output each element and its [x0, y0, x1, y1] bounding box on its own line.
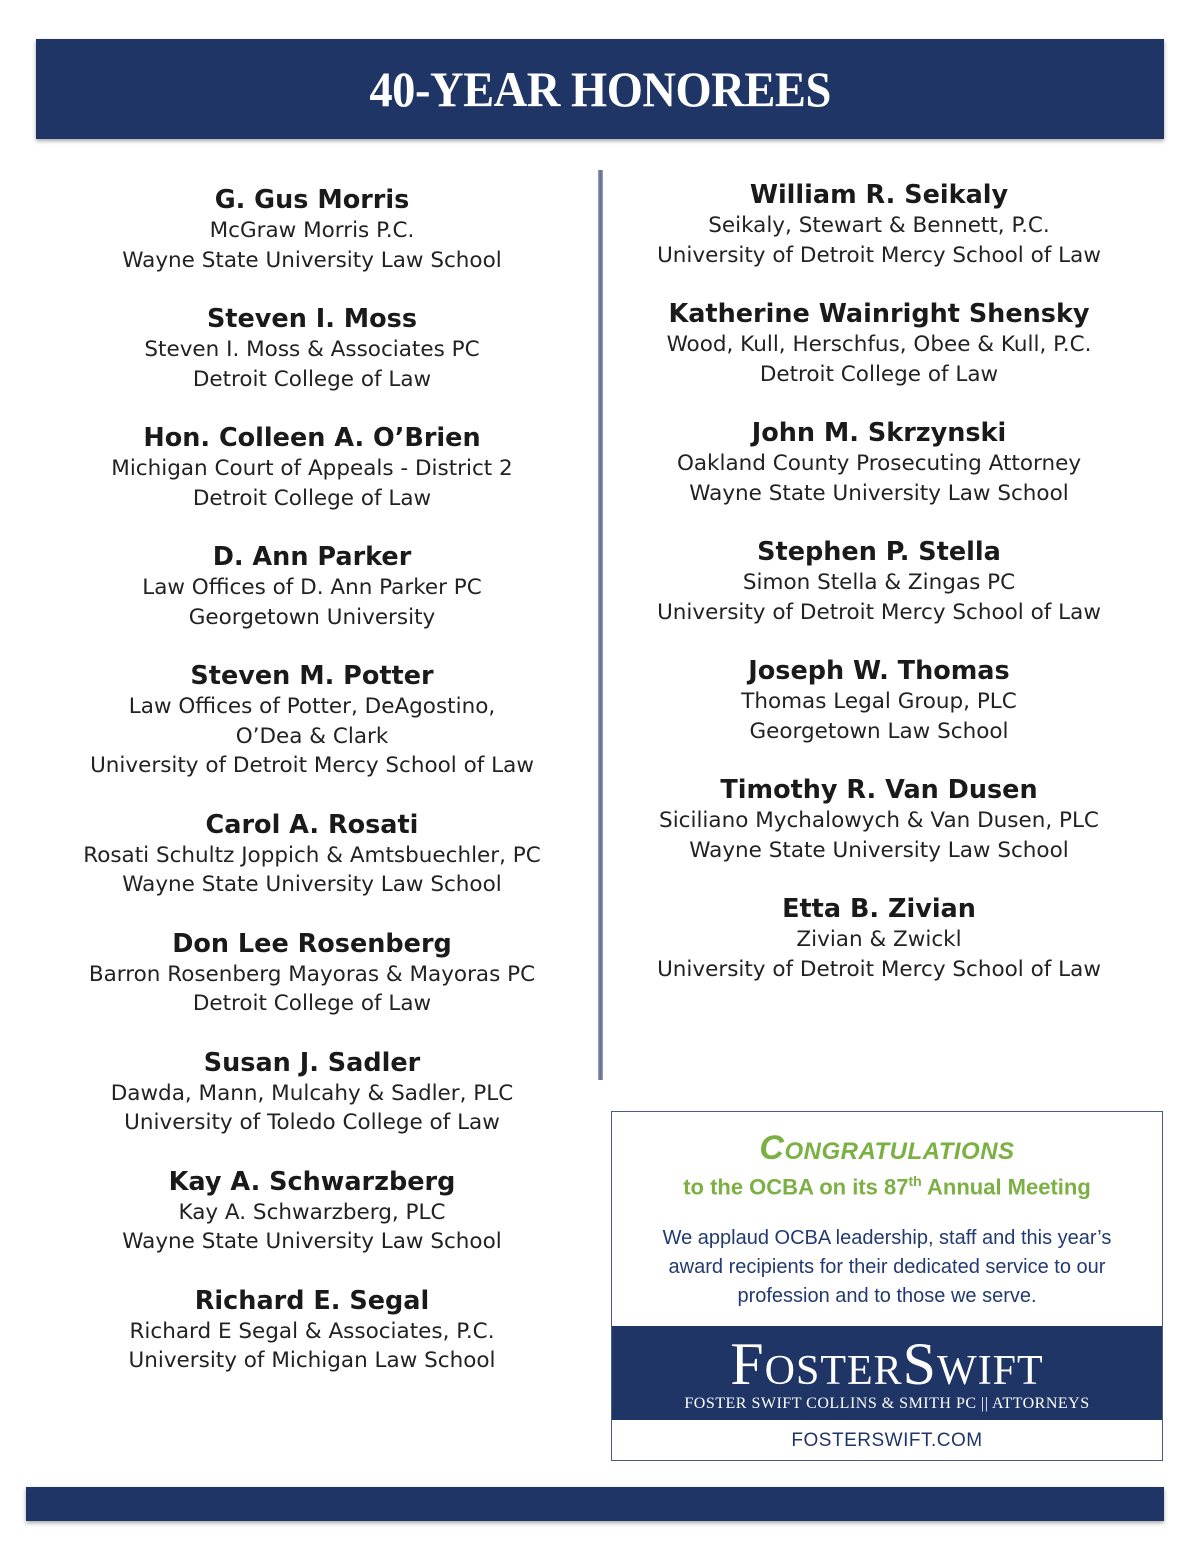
honoree-entry — [629, 537, 1129, 627]
honoree-school: Wayne State University Law School — [122, 1229, 502, 1254]
honoree-name: Kay A. Schwarzberg — [168, 1166, 456, 1197]
page-title: 40-YEAR HONOREES — [369, 61, 831, 117]
honorees-left-column — [62, 185, 562, 1405]
honoree-affiliation: Rosati Schultz Joppich & Amtsbuechler, PC — [83, 842, 541, 868]
honoree-affiliation: Seikaly, Stewart & Bennett, P.C. — [708, 213, 1050, 238]
honoree-entry — [62, 1286, 562, 1376]
honoree-school: Detroit College of Law — [192, 366, 432, 392]
ad-website-link[interactable]: FOSTERSWIFT.COM — [791, 1430, 983, 1451]
honoree-affiliation: Thomas Legal Group, PLC — [741, 689, 1017, 714]
honoree-entry — [62, 929, 562, 1019]
honoree-school: University of Michigan Law School — [128, 1348, 496, 1373]
honoree-school: Wayne State University Law School — [689, 837, 1069, 863]
honoree-affiliation: Barron Rosenberg Mayoras & Mayoras PC — [88, 961, 536, 987]
honoree-entry — [62, 542, 562, 632]
honoree-affiliation: Wood, Kull, Herschfus, Obee & Kull, P.C. — [666, 332, 1092, 357]
honoree-school: Georgetown Law School — [749, 718, 1009, 744]
honoree-name: Hon. Colleen A. O’Brien — [143, 423, 481, 453]
honoree-entry — [62, 423, 562, 513]
honoree-entry — [62, 661, 562, 781]
ad-body-line: award recipients for their dedicated service to our — [668, 1256, 1106, 1279]
honoree-name: Stephen P. Stella — [757, 537, 1001, 567]
honoree-school: Wayne State University Law School — [689, 480, 1069, 506]
ad-sub-sup: th — [908, 1173, 922, 1189]
honoree-name: Steven I. Moss — [206, 304, 418, 334]
honoree-name: Katherine Wainright Shensky — [668, 299, 1090, 329]
honoree-school: University of Detroit Mercy School of Law — [657, 242, 1101, 268]
fosterswift-logo: FosterSwift — [730, 1331, 1044, 1397]
ad-subheadline — [612, 1166, 1162, 1202]
honoree-name: D. Ann Parker — [212, 542, 412, 572]
honoree-entry — [62, 1048, 562, 1138]
honoree-entry — [629, 299, 1129, 389]
honoree-entry — [629, 656, 1129, 746]
honoree-affiliation: Law Offices of Potter, DeAgostino, — [128, 694, 496, 719]
honoree-affiliation: McGraw Morris P.C. — [209, 218, 415, 243]
honoree-name: William R. Seikaly — [749, 180, 1009, 210]
honoree-school: University of Detroit Mercy School of Law — [657, 956, 1101, 982]
honoree-school: University of Detroit Mercy School of Law — [90, 753, 534, 778]
honoree-affiliation: Dawda, Mann, Mulcahy & Sadler, PLC — [110, 1080, 514, 1106]
honoree-entry — [62, 304, 562, 394]
honoree-affiliation: Michigan Court of Appeals - District 2 — [111, 456, 513, 481]
honoree-entry — [629, 894, 1129, 984]
honoree-school: Wayne State University Law School — [122, 872, 502, 897]
honoree-name: G. Gus Morris — [214, 185, 410, 215]
honoree-affiliation: Steven I. Moss & Associates PC — [144, 337, 480, 362]
honoree-entry — [629, 180, 1129, 270]
header-banner — [36, 39, 1164, 139]
honoree-school: Detroit College of Law — [192, 991, 432, 1016]
honoree-entry — [62, 185, 562, 275]
fosterswift-tagline: FOSTER SWIFT COLLINS & SMITH PC || ATTORNEYS — [684, 1395, 1090, 1412]
honoree-entry — [62, 810, 562, 900]
honoree-school: University of Toledo College of Law — [124, 1110, 500, 1135]
honoree-school: Detroit College of Law — [759, 361, 999, 387]
honoree-affiliation: Richard E Segal & Associates, P.C. — [129, 1318, 495, 1344]
footer-bar — [26, 1487, 1164, 1521]
ad-body — [612, 1224, 1162, 1311]
honoree-name: Etta B. Zivian — [782, 894, 976, 924]
honoree-entry — [629, 775, 1129, 865]
honoree-school: University of Detroit Mercy School of Law — [657, 599, 1101, 625]
ad-sub-after: Annual Meeting — [921, 1174, 1091, 1200]
ad-body-line: We applaud OCBA leadership, staff and this year’s — [662, 1227, 1112, 1250]
ad-body-line: profession and to those we serve. — [737, 1285, 1037, 1308]
honoree-affiliation: Oakland County Prosecuting Attorney — [676, 451, 1082, 476]
honoree-affiliation: O’Dea & Clark — [235, 723, 389, 749]
ad-sub-before: to the OCBA on its 87 — [683, 1174, 909, 1200]
honoree-entry — [62, 1167, 562, 1257]
fosterswift-advertisement — [611, 1111, 1163, 1461]
honoree-affiliation: Zivian & Zwickl — [796, 927, 962, 952]
honoree-name: John M. Skrzynski — [751, 418, 1007, 448]
honoree-affiliation: Kay A. Schwarzberg, PLC — [178, 1199, 446, 1225]
ad-logo-band — [612, 1326, 1162, 1420]
honoree-name: Susan J. Sadler — [203, 1047, 421, 1078]
honoree-school: Detroit College of Law — [192, 485, 432, 511]
honoree-name: Don Lee Rosenberg — [172, 928, 452, 959]
honoree-name: Steven M. Potter — [190, 661, 434, 691]
column-divider — [598, 170, 603, 1080]
honoree-name: Richard E. Segal — [194, 1285, 430, 1316]
honoree-school: Wayne State University Law School — [122, 247, 502, 273]
honoree-name: Timothy R. Van Dusen — [720, 775, 1038, 805]
honoree-affiliation: Siciliano Mychalowych & Van Dusen, PLC — [659, 808, 1099, 833]
honoree-name: Joseph W. Thomas — [748, 656, 1010, 686]
honoree-name: Carol A. Rosati — [205, 809, 419, 840]
honoree-affiliation: Law Offices of D. Ann Parker PC — [142, 575, 482, 600]
ad-headline: Congratulations — [759, 1129, 1015, 1167]
honorees-right-column — [629, 180, 1129, 1013]
honoree-entry — [629, 418, 1129, 508]
honoree-school: Georgetown University — [188, 604, 436, 630]
honoree-affiliation: Simon Stella & Zingas PC — [742, 570, 1016, 595]
